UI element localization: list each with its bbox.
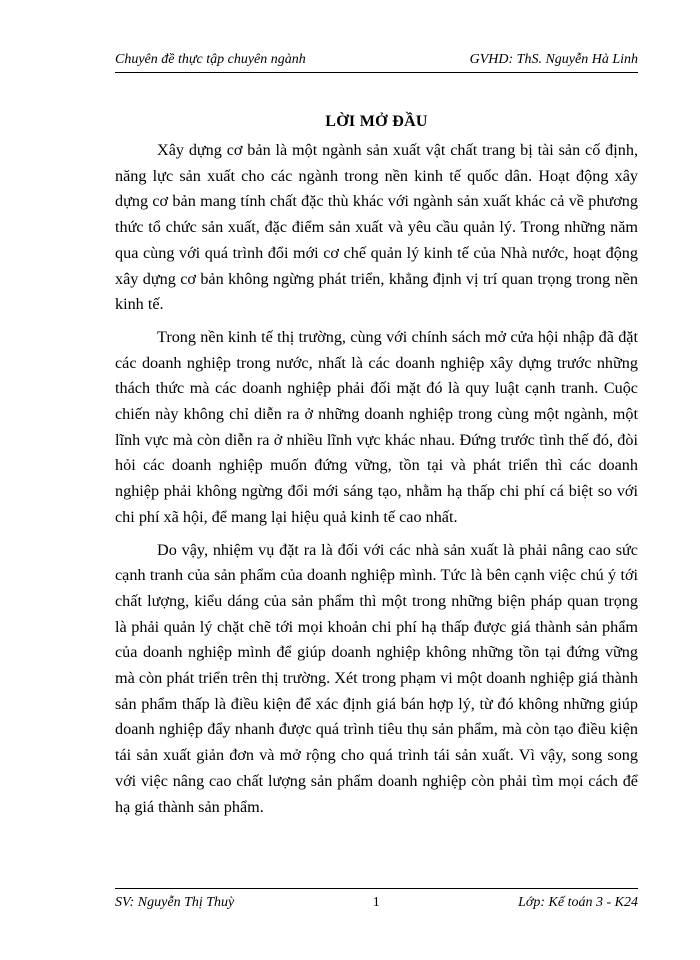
paragraph-3: Do vậy, nhiệm vụ đặt ra là đối với các nhà sản xuất là phải nâng cao sức cạnh tranh của sản phẩm của doanh nghiệp mình. Tức là bên cạnh việc chú ý tới chất lượng, kiểu dáng của sản phẩm thì một trong những biện pháp quan trọng là phải quản lý chặt chẽ tới mọi khoản chi phí hạ thấp được giá thành sản phẩm của doanh nghiệp mình để giúp doanh nghiệp không những tồn tại đứng vững mà còn phát triển trên thị trường. Xét trong phạm vi một doanh nghiệp giá thành sản phẩm thấp là điều kiện để xác định giá bán hợp lý, từ đó không những giúp doanh nghiệp đẩy nhanh được quá trình tiêu thụ sản phẩm, mà còn tạo điều kiện tái sản xuất giản đơn và mở rộng cho quá trình tái sản xuất. Vì vậy, song song với việc nâng cao chất lượng sản phẩm doanh nghiệp còn phải tìm mọi cách để hạ giá thành sản phẩm. <box>115 540 638 816</box>
paragraph-1: Xây dựng cơ bản là một ngành sản xuất vật chất trang bị tài sản cố định, năng lực sản xuất cho các ngành trong nền kinh tế quốc dân. Hoạt động xây dựng cơ bản mang tính chất đặc thù khác với ngành sản xuất khác cả về phương thức tổ chức sản xuất, đặc điểm sản xuất và yêu cầu quản lý. Trong những năm qua cùng với quá trình đổi mới cơ chế quản lý kinh tế của Nhà nước, hoạt động xây dựng cơ bản không ngừng phát triển, khẳng định vị trí quan trọng trong nền kinh tế. <box>115 141 638 314</box>
page-footer <box>115 888 638 911</box>
page-header <box>115 46 638 73</box>
paragraph-2: Trong nền kinh tế thị trường, cùng với chính sách mở cửa hội nhập đã đặt các doanh nghiệp trong nước, nhất là các doanh nghiệp xây dựng trước những thách thức mà các doanh nghiệp phải đối mặt đó là quy luật cạnh tranh. Cuộc chiến này không chỉ diễn ra ở những doanh nghiệp trong cùng một ngành, một lĩnh vực mà còn diễn ra ở nhiều lĩnh vực khác nhau. Đứng trước tình thế đó, đòi hỏi các doanh nghiệp muốn đứng vững, tồn tại và phát triển thì các doanh nghiệp phải không ngừng đổi mới sáng tạo, nhằm hạ thấp chi phí cá biệt so với chi phí xã hội, để mang lại hiệu quả kinh tế cao nhất. <box>115 327 638 526</box>
document-title: LỜI MỞ ĐẦU <box>325 113 428 130</box>
document-body <box>115 138 638 827</box>
footer-student: SV: Nguyễn Thị Thuỳ <box>115 895 235 910</box>
page-number: 1 <box>372 895 380 910</box>
header-supervisor: GVHD: ThS. Nguyễn Hà Linh <box>469 52 638 67</box>
footer-class: Lớp: Kế toán 3 - K24 <box>518 895 638 910</box>
header-course-title: Chuyên đề thực tập chuyên ngành <box>115 52 306 67</box>
